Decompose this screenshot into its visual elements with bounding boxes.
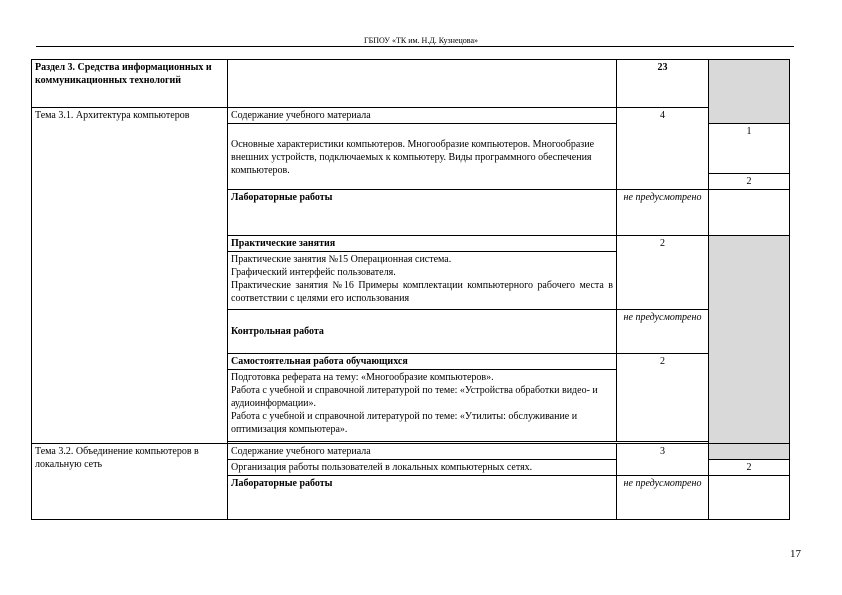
topic1-control-label: Контрольная работа: [228, 310, 617, 354]
topic2-content-label-row: [32, 444, 790, 460]
topic1-self-hours: 2: [617, 354, 709, 442]
topic2-lab-hours: не предусмотрено: [617, 476, 709, 520]
topic1-practice-content: [228, 252, 617, 310]
section-empty-cell: [228, 60, 617, 108]
self-line-1: Подготовка реферата на тему: «Многообразие компьютеров».: [231, 372, 494, 383]
section-title: Раздел 3. Средства информационных и коммуникационных технологий: [32, 60, 228, 108]
section-hours: 23: [617, 60, 709, 108]
practice-line-1: Практические занятия №15 Операционная система.: [231, 254, 452, 265]
topic2-content-text: Организация работы пользователей в локальных компьютерных сетях.: [228, 460, 617, 476]
topic1-lab-hours: не предусмотрено: [617, 190, 709, 236]
practice-line-2: Графический интерфейс пользователя.: [231, 267, 396, 278]
topic1-gray-level-block: [709, 236, 790, 444]
topic2-content-label: Содержание учебного материала: [228, 444, 617, 460]
self-line-3: Работа с учебной и справочной литературой по теме: «Утилиты: обслуживание и оптимизация компьютера».: [231, 411, 578, 435]
topic2-lab-label: Лабораторные работы: [228, 476, 617, 520]
page-number: 17: [790, 548, 801, 560]
topic1-content-hours: 4: [617, 108, 709, 190]
topic1-content-label: Содержание учебного материала: [228, 108, 617, 124]
topic2-lab-level: [709, 476, 790, 520]
topic1-content-label-row: [32, 108, 790, 124]
topic1-lab-level: [709, 190, 790, 236]
topic1-title: Тема 3.1. Архитектура компьютеров: [32, 108, 228, 444]
topic2-gray-level: [709, 444, 790, 460]
topic1-control-hours: не предусмотрено: [617, 310, 709, 354]
practice-line-3: Практические занятия №16 Примеры комплектации компьютерного рабочего места в соответствии с целями его использования: [231, 280, 613, 304]
topic1-practice-label: Практические занятия: [228, 236, 617, 252]
topic1-level-2: 2: [709, 174, 790, 190]
topic2-title: Тема 3.2. Объединение компьютеров в локальную сеть: [32, 444, 228, 520]
section-level-cell: [709, 60, 790, 124]
topic1-practice-hours: 2: [617, 236, 709, 310]
topic1-lab-label: Лабораторные работы: [228, 190, 617, 236]
topic1-self-label: Самостоятельная работа обучающихся: [228, 354, 617, 370]
section-row: [32, 60, 790, 108]
self-line-2: Работа с учебной и справочной литературой по теме: «Устройства обработки видео- и аудиоинформации».: [231, 385, 598, 409]
page-header: ГБПОУ «ТК им. Н.Д. Кузнецова»: [363, 36, 479, 45]
topic2-content-hours: 3: [617, 444, 709, 476]
curriculum-table: [31, 59, 790, 520]
topic1-content-text: Основные характеристики компьютеров. Многообразие компьютеров. Многообразие внешних устройств, подключаемых к компьютеру. Виды программного обеспечения компьютеров.: [228, 124, 617, 190]
topic1-self-content: [228, 370, 617, 442]
header-divider: [36, 46, 794, 47]
topic2-level: 2: [709, 460, 790, 476]
topic1-level-1: 1: [709, 124, 790, 174]
